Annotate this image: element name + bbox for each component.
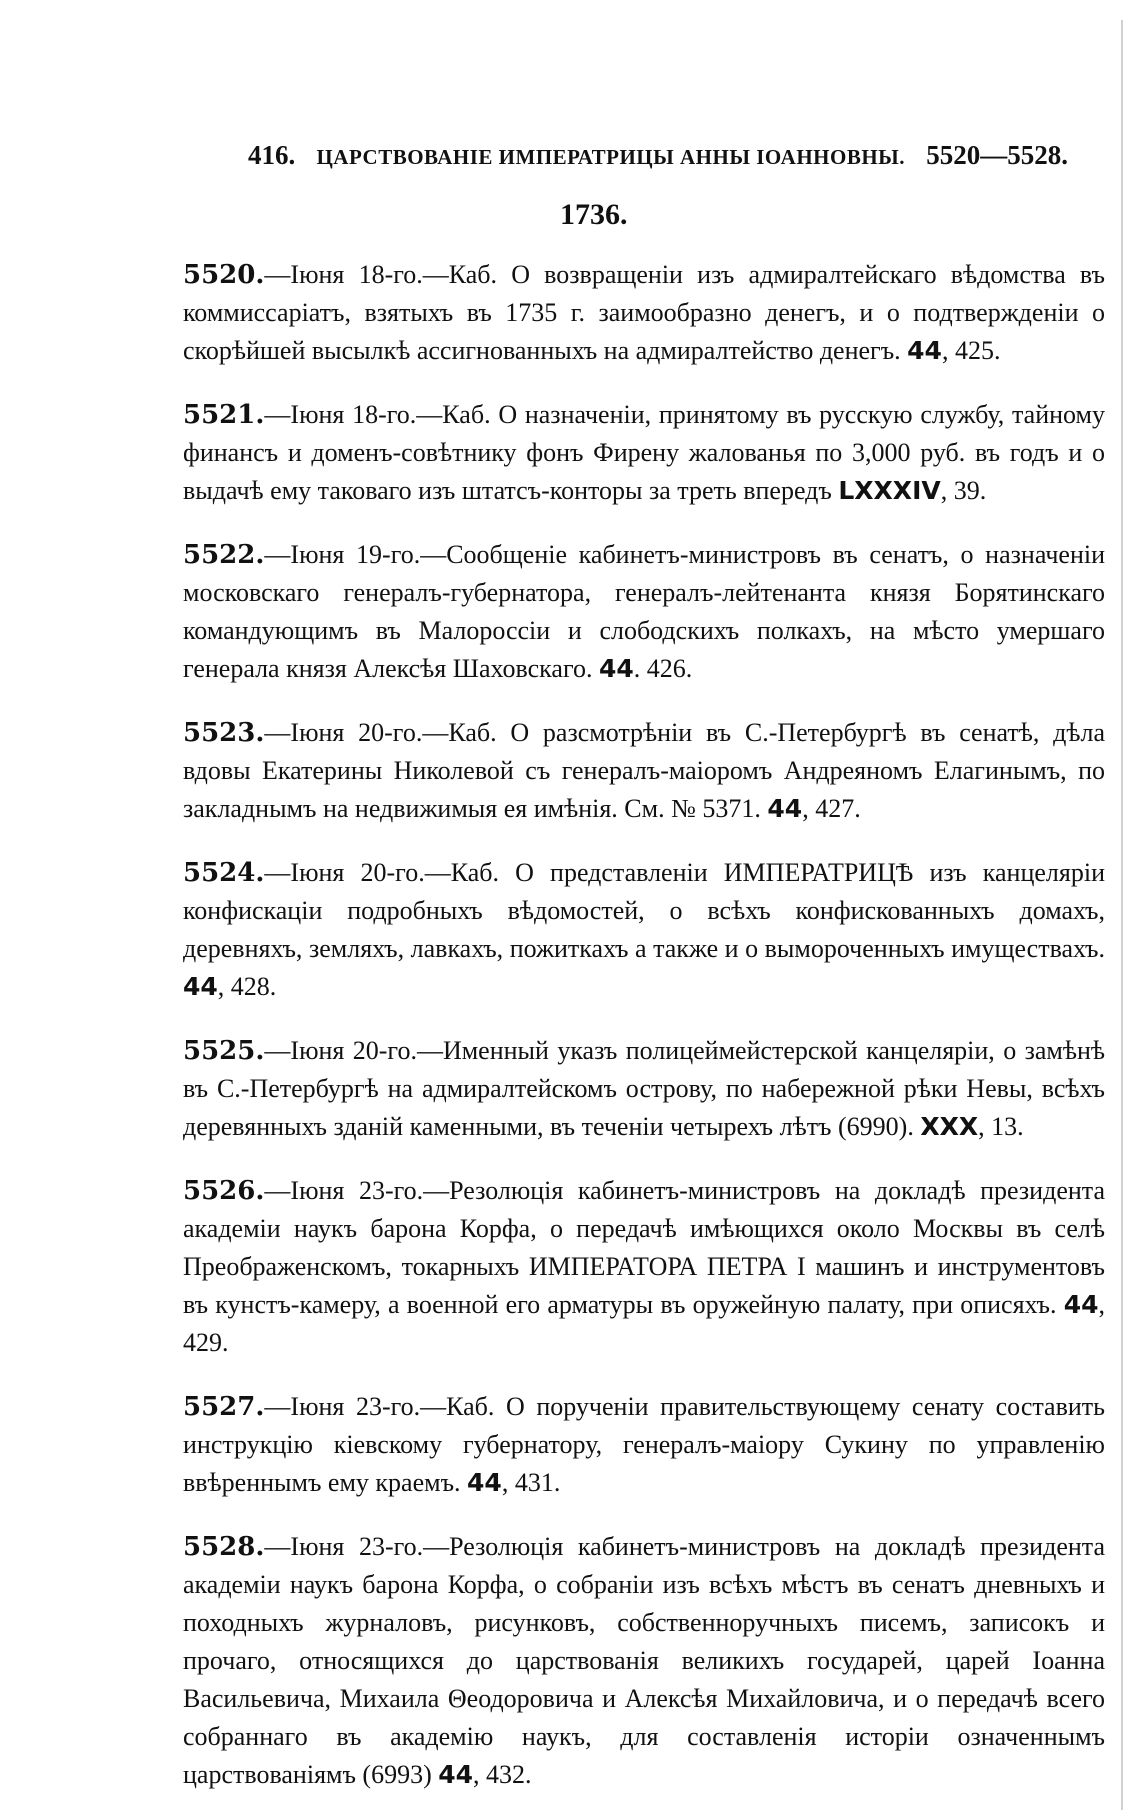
- entry-5520: [183, 256, 1105, 370]
- entry-5525: [183, 1032, 1105, 1146]
- page-reference: , 432.: [473, 1760, 532, 1789]
- entry-number: 5527.: [183, 1392, 265, 1422]
- entry-text: —Іюня 18-го.—Каб. О возвращеніи изъ адмиралтейскаго вѣдомства въ коммиссаріатъ, взятыхъ въ 1735 г. заимообразно денегъ, и о подтвержденіи о скорѣйшей высылкѣ ассигнованныхъ на адмиралтейство денегъ.: [183, 260, 1105, 365]
- entry-number: 5520.: [183, 260, 265, 290]
- page-edge-line: [1121, 20, 1123, 1810]
- page-reference: . 426.: [633, 654, 693, 683]
- entries-list: [183, 256, 1105, 1820]
- entry-5522: [183, 536, 1105, 688]
- page-reference: , 431.: [501, 1468, 561, 1497]
- entry-text: —Іюня 20-го.—Каб. О разсмотрѣніи въ С.-Петербургѣ въ сенатѣ, дѣла вдовы Екатерины Николевой съ генералъ-маіоромъ Андреяномъ Елагинымъ, по закладнымъ на недвижимыя ея имѣнія. См. № 5371.: [183, 718, 1105, 823]
- running-header: [248, 140, 1068, 180]
- entry-5521: [183, 396, 1105, 510]
- volume-number: 44: [907, 336, 942, 365]
- entry-5524: [183, 854, 1105, 1006]
- entry-5526: [183, 1172, 1105, 1362]
- volume-number: 44: [598, 654, 634, 683]
- year-heading: 1736.: [560, 198, 628, 231]
- volume-number: XXX: [920, 1112, 979, 1141]
- entry-5523: [183, 714, 1105, 828]
- entry-text: —Іюня 18-го.—Каб. О назначеніи, принятому въ русскую службу, тайному финансъ и доменъ-совѣтнику фонъ Фирену жалованья по 3,000 руб. въ годъ и о выдачѣ ему таковаго изъ штатсъ-конторы за треть впередъ: [183, 400, 1105, 505]
- entry-text: —Іюня 20-го.—Именный указъ полицеймейстерской канцеляріи, о замѣнѣ въ С.-Петербургѣ на адмиралтейскомъ острову, по набережной рѣки Невы, всѣхъ деревянныхъ зданій каменными, въ теченіи четырехъ лѣтъ (6990).: [183, 1036, 1105, 1141]
- entry-number: 5525.: [183, 1036, 265, 1066]
- page-reference: , 13.: [978, 1112, 1024, 1141]
- volume-number: 44: [183, 972, 218, 1001]
- volume-number: 44: [438, 1760, 474, 1789]
- page-reference: , 39.: [940, 476, 987, 505]
- page-number: 416.: [248, 140, 296, 170]
- entry-range: 5520—5528.: [926, 140, 1068, 170]
- entry-text: —Іюня 23-го.—Каб. О порученіи правительствующему сенату составить инструкцію кіевскому губернатору, генералъ-маіору Сукину по управленію ввѣреннымъ ему краемъ.: [183, 1392, 1105, 1497]
- volume-number: 44: [767, 794, 803, 823]
- entry-text: —Іюня 23-го.—Резолюція кабинетъ-министровъ на докладѣ президента академіи наукъ барона Корфа, о собраніи изъ всѣхъ мѣстъ въ сенатъ дневныхъ и походныхъ журналовъ, рисунковъ, собственноручныхъ писемъ, записокъ и прочаго, относящихся до царствованія великихъ государей, царей Іоанна Васильевича, Михаила Θеодоровича и Алексѣя Михайловича, и о передачѣ всего собраннаго въ академію наукъ, для составленія исторіи означеннымъ царствованіямъ (6993): [183, 1532, 1105, 1789]
- entry-5528: [183, 1528, 1105, 1794]
- entry-text: —Іюня 19-го.—Сообщеніе кабинетъ-министровъ въ сенатъ, о назначеніи московскаго генералъ-губернатора, генералъ-лейтенанта князя Борятинскаго командующимъ въ Малороссіи и слободскихъ полкахъ, на мѣсто умершаго генерала князя Алексѣя Шаховскаго.: [183, 540, 1105, 683]
- entry-text: —Іюня 20-го.—Каб. О представленіи ИМПЕРАТРИЦѢ изъ канцеляріи конфискаціи подробныхъ вѣдомостей, о всѣхъ конфискованныхъ домахъ, деревняхъ, земляхъ, лавкахъ, пожиткахъ а также и о вымороченныхъ имуществахъ.: [183, 858, 1105, 963]
- volume-number: 44: [1063, 1290, 1099, 1319]
- entry-number: 5521.: [183, 400, 265, 430]
- page-reference: , 428.: [217, 972, 277, 1001]
- entry-text: —Іюня 23-го.—Резолюція кабинетъ-министровъ на докладѣ президента академіи наукъ барона Корфа, о передачѣ имѣющихся около Москвы въ селѣ Преображенскомъ, токарныхъ ИМПЕРАТОРА ПЕТРА I машинъ и инструментовъ въ кунстъ-камеру, а военной его арматуры въ оружейную палату, при описяхъ.: [183, 1176, 1105, 1319]
- entry-number: 5528.: [183, 1532, 265, 1562]
- volume-number: 44: [467, 1468, 502, 1497]
- reign-title: ЦАРСТВОВАНІЕ ИМПЕРАТРИЦЫ АННЫ ІОАННОВНЫ.: [316, 145, 906, 169]
- volume-number: LXXXIV: [838, 476, 941, 505]
- entry-number: 5523.: [183, 718, 265, 748]
- entry-number: 5526.: [183, 1176, 265, 1206]
- entry-number: 5524.: [183, 858, 265, 888]
- page-reference: , 429.: [183, 1290, 1105, 1357]
- page-reference: , 427.: [802, 794, 861, 823]
- entry-5527: [183, 1388, 1105, 1502]
- page-reference: , 425.: [941, 336, 1001, 365]
- entry-number: 5522.: [183, 540, 265, 570]
